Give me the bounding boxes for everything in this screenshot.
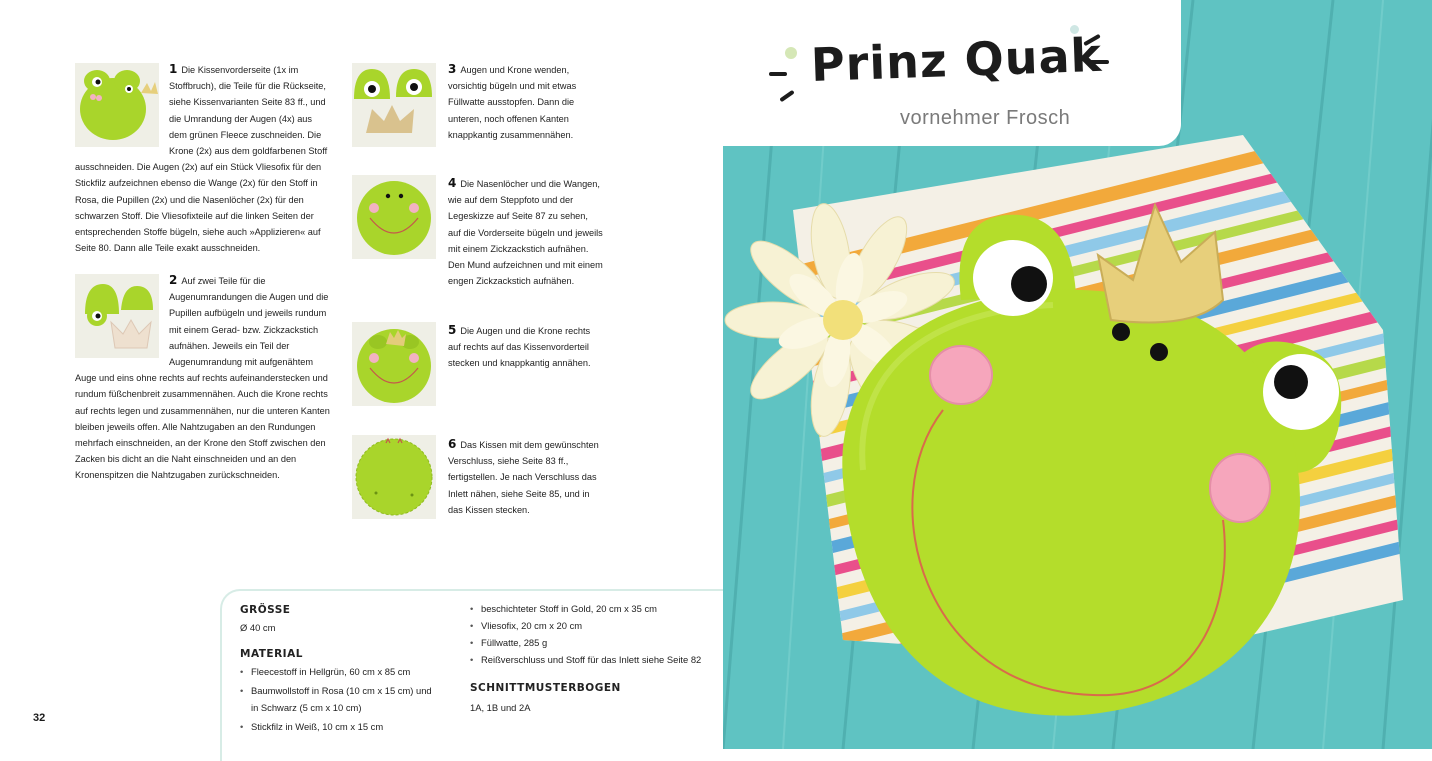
step-4-number: 4 [448, 176, 457, 190]
materials-column-2 [470, 600, 720, 716]
step-3-number: 3 [448, 62, 457, 76]
step-2-number: 2 [169, 273, 178, 287]
title-card [723, 0, 1181, 146]
step-5-photo [352, 322, 436, 406]
size-heading: GRÖSSE [240, 604, 291, 616]
page-subtitle: vornehmer Frosch [900, 107, 1071, 129]
page-title: Prinz Quak [810, 27, 1103, 92]
step-1-number: 1 [169, 62, 178, 76]
material-list-2 [470, 600, 720, 668]
list-item: • Füllwatte, 285 g [470, 634, 720, 651]
step-5-text: 5 Die Augen und die Krone rechts auf rechts auf das Kissenvorderteil stecken und knappkantig annähen. [448, 323, 591, 369]
step-3-text: 3 Augen und Krone wenden, vorsichtig bügeln und mit etwas Füllwatte ausstopfen. Dann die unteren, noch offenen Kanten knappkantig zusammennähen. [448, 62, 577, 140]
list-item: • Fleecestoff in Hellgrün, 60 cm x 85 cm [240, 663, 440, 680]
list-item: • Reißverschluss und Stoff für das Inlett siehe Seite 82 [470, 651, 720, 668]
step-6-text: 6 Das Kissen mit dem gewünschten Verschluss, siehe Seite 83 ff., fertigstellen. Je nach Verschluss das Inlett nähen, siehe Seite 85, und in das Kissen stecken. [448, 437, 599, 515]
step-3-photo [352, 63, 436, 147]
decor-dash [779, 90, 794, 102]
step-1-text: 1 Die Kissenvorderseite (1x im Stoffbruch), die Teile für die Rückseite, siehe Kissenvarianten Seite 83 ff., und die Umrandung der Augen (4x) aus dem grünen Fleece zuschneiden. Die Krone (2x) aus dem goldfarbenen Stoff ausschneiden. Die Augen (2x) auf ein Stück Vliesofix für den Stickfilz aufzeichnen ebenso die Wange (2x) für den Stoff in Rosa, die Pupillen (2x) und die Nasenlöcher (2x) für den schwarzen Stoff. Die Vliesofixteile auf die linken Seiten der entsprechenden Stoffe bügeln, siehe auch »Applizieren« auf Seite 80. Dann alle Teile exakt ausschneiden. [75, 62, 328, 254]
pattern-heading: SCHNITTMUSTERBOGEN [470, 682, 621, 694]
list-item: • beschichteter Stoff in Gold, 20 cm x 35 cm [470, 600, 720, 617]
materials-box [220, 589, 742, 761]
list-item: • Stickfilz in Weiß, 10 cm x 15 cm [240, 718, 440, 735]
materials-column-1 [240, 602, 440, 735]
step-5-number: 5 [448, 323, 457, 337]
decor-dot [785, 47, 797, 59]
page-number: 32 [33, 712, 46, 724]
list-item: • Baumwollstoff in Rosa (10 cm x 15 cm) und in Schwarz (5 cm x 10 cm) [240, 682, 440, 716]
material-heading: MATERIAL [240, 648, 303, 660]
step-4-text: 4 Die Nasenlöcher und die Wangen, wie auf dem Steppfoto und der Legeskizze auf Seite 87 zu sehen, auf die Vorderseite bügeln und jeweils mit einem Zickzackstich aufnähen. Den Mund aufzeichnen und mit einem engen Zickzackstich aufnähen. [448, 176, 603, 287]
step-2-text: 2 Auf zwei Teile für die Augenumrandungen die Augen und die Pupillen aufbügeln und jeweils rundum mit einem Gerad- bzw. Zickzackstich aufnähen. Jeweils ein Teil der Augenumrandung mit aufgenähtem Auge und eins ohne rechts auf rechts aufeinanderstecken und rundum füßchenbreit zusammennähen. Auch die Krone rechts auf rechts legen und zusammennähen, nur die unteren Kanten bleiben jeweils offen. Alle Nahtzugaben an den Rundungen mehrfach einschneiden, an der Krone den Stoff zwischen den Zacken bis dicht an die Naht einschneiden und an den Kronenspitzen die Nahtzugaben zurückschneiden. [75, 273, 330, 481]
decor-dash [769, 72, 787, 76]
pattern-value: 1A, 1B und 2A [470, 702, 531, 713]
step-6-photo [352, 435, 436, 519]
step-4-photo [352, 175, 436, 259]
step-6-number: 6 [448, 437, 457, 451]
material-list-1 [240, 663, 440, 735]
list-item: • Vliesofix, 20 cm x 20 cm [470, 617, 720, 634]
size-value: Ø 40 cm [240, 622, 276, 633]
